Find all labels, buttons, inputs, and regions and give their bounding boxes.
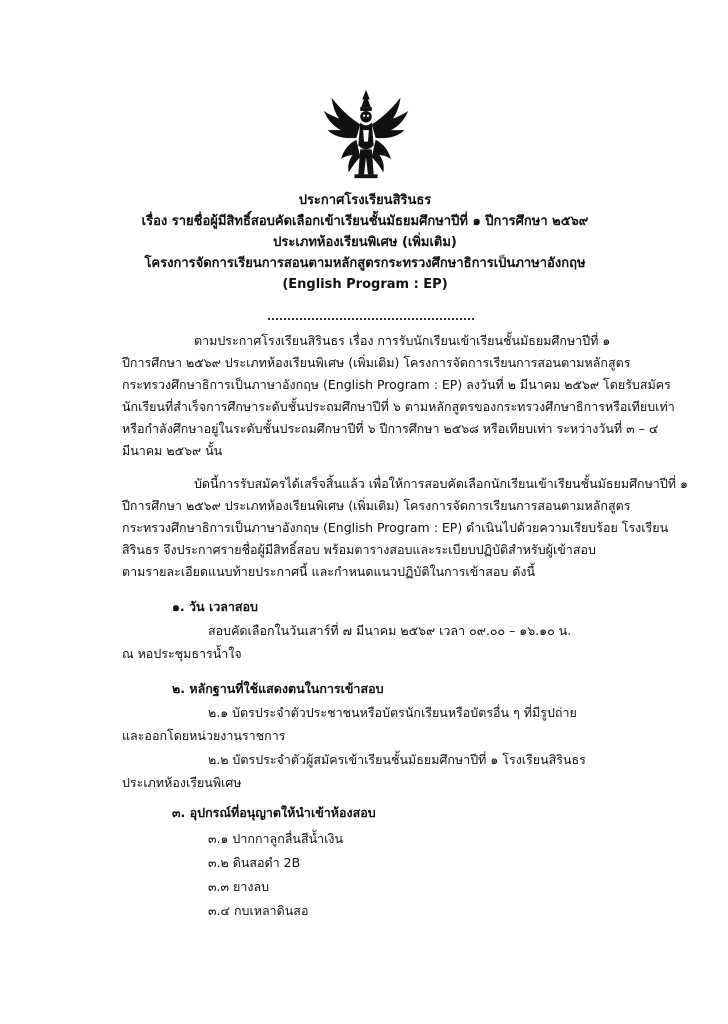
paragraph-line: บัดนี้การรับสมัครได้เสร็จสิ้นแล้ว เพื่อให้การสอบคัดเลือกนักเรียนเข้าเรียนชั้นมัธยมศึกษาปีที่ ๑ <box>194 476 688 491</box>
section-line: ณ หอประชุมธารน้ำใจ <box>122 646 242 661</box>
dotted-divider <box>268 318 474 320</box>
paragraph-line: นักเรียนที่สำเร็จการศึกษาระดับชั้นประถมศึกษาปีที่ ๖ ตามหลักสูตรของกระทรวงศึกษาธิการหรือเทียบเท่า <box>122 399 675 414</box>
paragraph-line: หรือกำลังศึกษาอยู่ในระดับชั้นประถมศึกษาปีที่ ๖ ปีการศึกษา ๒๕๖๘ หรือเทียบเท่า ระหว่างวันที่ ๓ – ๔ <box>122 421 659 436</box>
section-line: ประเภทห้องเรียนพิเศษ <box>122 775 242 790</box>
announcement-title: ประกาศโรงเรียนสิรินธร <box>298 193 432 208</box>
list-item: ๓.๓ ยางลบ <box>208 879 270 894</box>
section-heading: ๒. หลักฐานที่ใช้แสดงตนในการเข้าสอบ <box>172 681 384 696</box>
paragraph-line: ปีการศึกษา ๒๕๖๙ ประเภทห้องเรียนพิเศษ (เพิ่มเติม) โครงการจัดการเรียนการสอนตามหลักสูตร <box>122 355 631 370</box>
paragraph-line: ตามประกาศโรงเรียนสิรินธร เรื่อง การรับนักเรียนเข้าเรียนชั้นมัธยมศึกษาปีที่ ๑ <box>194 333 611 348</box>
list-item: ๓.๔ กบเหลาดินสอ <box>208 903 309 918</box>
section-line: ๒.๒ บัตรประจำตัวผู้สมัครเข้าเรียนชั้นมัธยมศึกษาปีที่ ๑ โรงเรียนสิรินธร <box>208 752 586 767</box>
announcement-subject: เรื่อง รายชื่อผู้มีสิทธิ์สอบคัดเลือกเข้าเรียนชั้นมัธยมศึกษาปีที่ ๑ ปีการศึกษา ๒๕๖๙ <box>141 214 589 229</box>
section-line: และออกโดยหน่วยงานราชการ <box>122 728 286 743</box>
announcement-program: โครงการจัดการเรียนการสอนตามหลักสูตรกระทรวงศึกษาธิการเป็นภาษาอังกฤษ <box>144 256 586 271</box>
garuda-emblem-icon <box>318 86 414 182</box>
section-heading: ๑. วัน เวลาสอบ <box>172 599 258 614</box>
paragraph-line: กระทรวงศึกษาธิการเป็นภาษาอังกฤษ (English Program : EP) ดำเนินไปด้วยความเรียบร้อย โรงเรียน <box>122 520 669 535</box>
announcement-type: ประเภทห้องเรียนพิเศษ (เพิ่มเติม) <box>273 235 457 250</box>
paragraph-line: สิรินธร จึงประกาศรายชื่อผู้มีสิทธิ์สอบ พร้อมตารางสอบและระเบียบปฏิบัติสำหรับผู้เข้าสอบ <box>122 542 596 557</box>
paragraph-line: ตามรายละเอียดแนบท้ายประกาศนี้ และกำหนดแนวปฏิบัติในการเข้าสอบ ดังนี้ <box>122 564 536 579</box>
paragraph-line: กระทรวงศึกษาธิการเป็นภาษาอังกฤษ (English Program : EP) ลงวันที่ ๒ มีนาคม ๒๕๖๙ โดยรับสมัคร <box>122 377 671 392</box>
section-heading: ๓. อุปกรณ์ที่อนุญาตให้นำเข้าห้องสอบ <box>172 805 376 820</box>
section-line: ๒.๑ บัตรประจำตัวประชาชนหรือบัตรนักเรียนหรือบัตรอื่น ๆ ที่มีรูปถ่าย <box>208 705 577 720</box>
announcement-program-en: (English Program : EP) <box>282 277 448 292</box>
list-item: ๓.๑ ปากกาลูกลื่นสีน้ำเงิน <box>208 831 344 846</box>
paragraph-line: ปีการศึกษา ๒๕๖๙ ประเภทห้องเรียนพิเศษ (เพิ่มเติม) โครงการจัดการเรียนการสอนตามหลักสูตร <box>122 498 631 513</box>
list-item: ๓.๒ ดินสอดำ 2B <box>208 855 301 870</box>
section-line: สอบคัดเลือกในวันเสาร์ที่ ๗ มีนาคม ๒๕๖๙ เวลา ๐๙.๐๐ – ๑๖.๑๐ น. <box>208 623 572 638</box>
paragraph-line: มีนาคม ๒๕๖๙ นั้น <box>122 443 223 458</box>
